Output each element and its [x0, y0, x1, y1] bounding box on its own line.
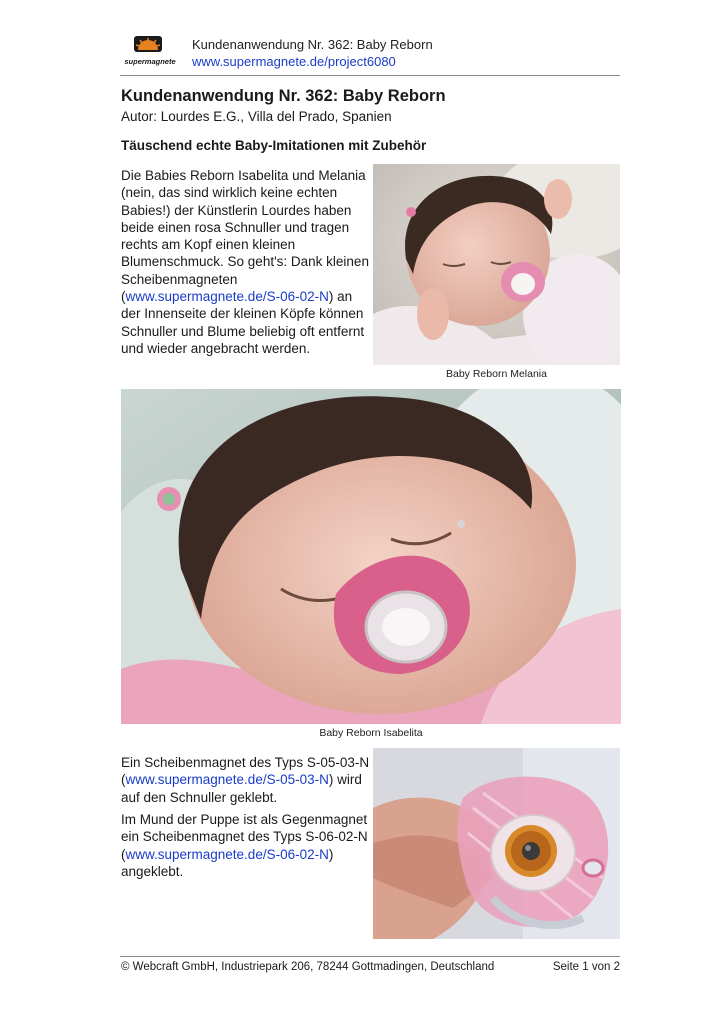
photo-baby-isabelita [121, 389, 621, 724]
magnet-link-s06[interactable]: www.supermagnete.de/S-06-02-N [125, 289, 329, 305]
footer-divider [120, 956, 620, 957]
photo-pacifier-magnet [373, 748, 620, 939]
header-divider [120, 75, 620, 76]
magnet-pacifier-paragraph: Ein Scheibenmagnet des Typs S-05-03-N (www.supermagnete.de/S-05-03-N) wird auf den Schnuller geklebt. [121, 755, 370, 805]
svg-text:supermagnete: supermagnete [124, 57, 176, 66]
magnet-link-s06-second[interactable]: www.supermagnete.de/S-06-02-N [125, 846, 329, 862]
author-line: Autor: Lourdes E.G., Villa del Prado, Spanien [121, 109, 392, 124]
caption-isabelita: Baby Reborn Isabelita [319, 727, 423, 739]
header-project-link[interactable]: www.supermagnete.de/project6080 [192, 54, 396, 69]
footer-copyright: © Webcraft GmbH, Industriepark 206, 78244 Gottmadingen, Deutschland [121, 961, 495, 973]
counter-magnet-paragraph: Im Mund der Puppe ist als Gegenmagnet ein Scheibenmagnet des Typs S-06-02-N (www.supermagnete.de/S-06-02-N) angeklebt. [121, 812, 368, 879]
page-number: Seite 1 von 2 [552, 961, 620, 973]
intro-paragraph: Die Babies Reborn Isabelita und Melania (nein, das sind wirklich keine echten Babies!) der Künstlerin Lourdes haben beide einen rosa Schnuller und tragen rechts am Kopf einen kleinen Blumenschmuck. So geht's: Dank kleinen Scheibenmagneten (www.supermagnete.de/S-06-02-N) an der Innenseite der kleinen Köpfe können Schnuller und Blume beliebig oft entfernt und wieder angebracht werden. [121, 168, 369, 356]
caption-melania: Baby Reborn Melania [446, 368, 547, 380]
magnet-link-s05[interactable]: www.supermagnete.de/S-05-03-N [125, 772, 329, 788]
photo-baby-melania [373, 164, 620, 365]
header-title: Kundenanwendung Nr. 362: Baby Reborn [192, 37, 433, 52]
section-subtitle: Täuschend echte Baby-Imitationen mit Zubehör [121, 138, 427, 153]
page-title: Kundenanwendung Nr. 362: Baby Reborn [121, 87, 446, 105]
supermagnete-logo [124, 34, 180, 68]
